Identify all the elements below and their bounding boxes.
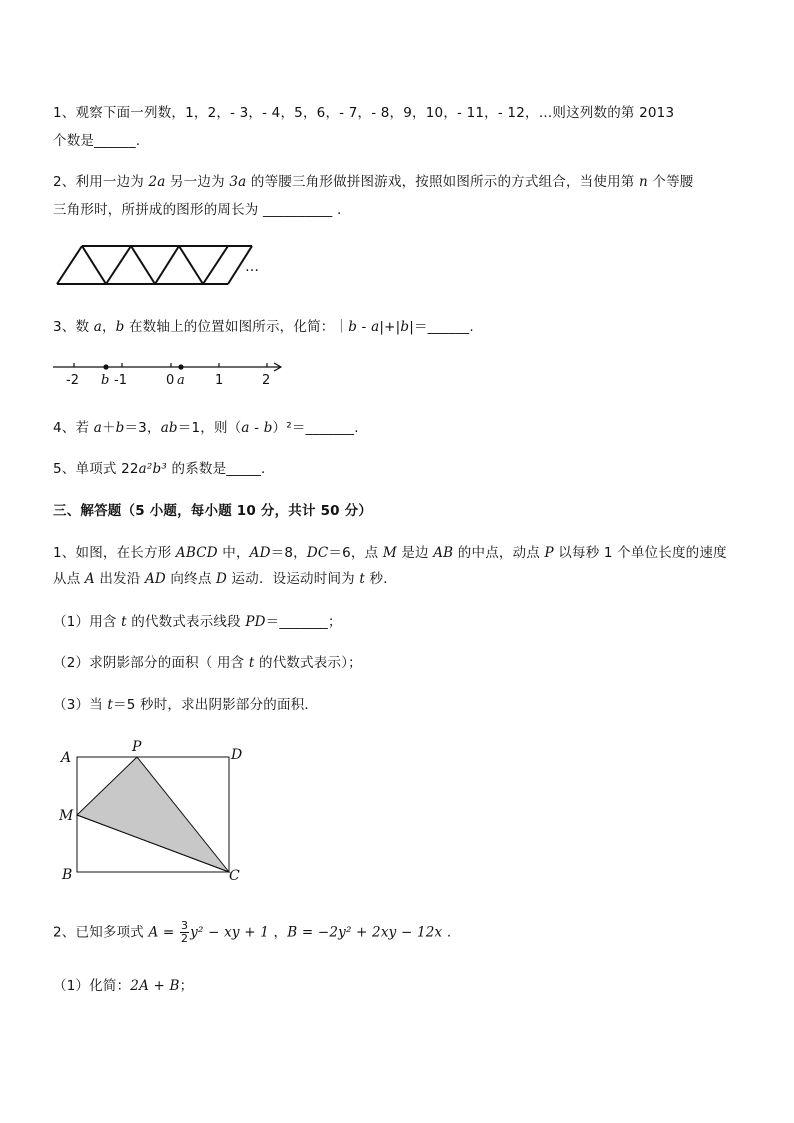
p2-mid: ，	[269, 924, 288, 941]
p1-v-p: P	[544, 545, 554, 561]
q3-var-b: b	[115, 319, 125, 335]
p1-s2-v: t	[248, 655, 255, 671]
p1-l2-v-ad: AD	[144, 571, 166, 587]
p1-line2	[53, 567, 397, 587]
q4-var-b: b	[115, 420, 125, 436]
q3-text-f: |＝______.	[409, 319, 474, 335]
p1-v-ad: AD	[249, 545, 271, 561]
p2-a-rest: y² − xy + 1	[190, 924, 269, 941]
p2-eq: =	[158, 924, 179, 941]
p2-frac-den: 2	[180, 932, 189, 945]
shaded-triangle	[77, 757, 229, 872]
axis-label-0: 0	[166, 373, 175, 388]
p1-l2-v-t: t	[359, 571, 365, 587]
triangle-strip-svg	[55, 243, 275, 289]
p2-line1	[53, 920, 451, 945]
q4-text-e: -	[249, 420, 264, 436]
q2-var-2a: 2a	[148, 174, 166, 190]
rectangle-figure	[55, 737, 255, 891]
strip-diag-4	[131, 246, 155, 284]
q3-text-a: 3、数	[53, 319, 94, 335]
q4-text-a: 4、若	[53, 420, 94, 436]
p1-v-dc: DC	[306, 545, 329, 561]
q4-text-f: ）²＝_______.	[272, 420, 359, 436]
p1-t-c: ＝8，	[270, 545, 307, 561]
q4-text-c: ＝3，	[124, 420, 161, 436]
q3-line1	[53, 315, 474, 335]
axis-label-neg1: -1	[114, 373, 127, 388]
p1-l2-e: 秒．	[365, 571, 397, 587]
strip-diag-2	[82, 246, 106, 284]
axis-label-a: a	[177, 373, 185, 388]
p2-sub1	[53, 974, 193, 994]
q3-text-d: -	[357, 319, 372, 335]
p2-s1-expr: 2A + B	[130, 978, 180, 994]
q4-var-b2: b	[263, 420, 273, 436]
strip-diag-1	[57, 246, 82, 284]
p1-s1-v: t	[121, 614, 127, 630]
p1-s1-v2: PD	[245, 614, 266, 630]
p1-s1-b: 的代数式表示线段	[126, 614, 246, 630]
q2-text-a: 2、利用一边为	[53, 174, 149, 190]
q2-var-3a: 3a	[229, 174, 247, 190]
q2-line2	[53, 198, 341, 218]
q4-text-b: ＋	[101, 420, 116, 436]
label-c: C	[229, 868, 240, 884]
q4-text-d: ＝1，则（	[177, 420, 242, 436]
p1-s3-v: t	[107, 697, 114, 713]
axis-label-1: 1	[215, 373, 224, 388]
q5-line	[53, 457, 266, 477]
p1-s3-b: ＝5 秒时，求出阴影部分的面积．	[113, 697, 319, 713]
p1-l2-b: 出发沿	[94, 571, 145, 587]
p1-l2-v-a: A	[84, 571, 95, 587]
q2-text-b: 另一边为	[165, 174, 230, 190]
p1-s1-a: （1）用含	[53, 614, 122, 630]
q3-text-b: ，	[101, 319, 116, 335]
q5-text-b: 的系数是_____.	[167, 461, 266, 477]
rectangle-svg	[55, 737, 255, 887]
p2-var-b: B	[287, 924, 298, 941]
q3-var-a2: a	[371, 319, 380, 335]
p1-l2-d: 运动．设运动时间为	[227, 571, 360, 587]
q4-var-a2: a	[241, 420, 250, 436]
triangle-strip-figure	[55, 243, 275, 293]
q4-var-ab: ab	[160, 420, 178, 436]
p1-sub2	[53, 651, 362, 671]
p2-b-rest: = −2y² + 2xy − 12x	[297, 924, 443, 941]
label-d: D	[231, 747, 243, 763]
point-a	[178, 364, 183, 369]
p1-t-a: 1、如图，在长方形	[53, 545, 176, 561]
q3-var-b2: b	[348, 319, 358, 335]
p2-s1-a: （1）化简：	[53, 978, 131, 994]
p1-t-e: 是边	[396, 545, 434, 561]
p1-l2-v-d: D	[216, 571, 228, 587]
q3-text-e: |+|	[379, 319, 401, 335]
label-p: P	[132, 739, 142, 755]
q5-var: a²b³	[138, 461, 167, 477]
q2-text-c: 的等腰三角形做拼图游戏，按照如图所示的方式组合，当使用第	[246, 174, 639, 190]
q1-text2: 个数是______.	[53, 133, 141, 149]
p2-s1-b: ；	[179, 978, 194, 994]
p1-l2-a: 从点	[53, 571, 85, 587]
q4-var-a: a	[93, 420, 102, 436]
p1-line1	[53, 541, 727, 561]
number-line-figure	[50, 354, 290, 394]
p1-v-abcd: ABCD	[175, 545, 218, 561]
p2-frac-num: 3	[180, 919, 189, 932]
strip-diag-6	[179, 246, 203, 284]
label-a: A	[61, 750, 72, 766]
q1-text1: 1、观察下面一列数，1，2，- 3，- 4，5，6，- 7，- 8，9，10，- 11，- 12，…则这列数的第 2013	[53, 105, 675, 121]
p1-s2-a: （2）求阴影部分的面积（ 用含	[53, 655, 249, 671]
p1-t-f: 的中点，动点	[453, 545, 545, 561]
section-heading	[53, 499, 372, 519]
number-line-svg	[50, 354, 290, 390]
p2-fraction	[180, 920, 189, 945]
strip-diag-5	[155, 246, 179, 284]
q3-var-b3: b	[400, 319, 410, 335]
p1-t-g: 以每秒 1 个单位长度的速度	[553, 545, 727, 561]
p1-sub1	[53, 610, 342, 630]
p1-s1-c: ＝_______；	[265, 614, 342, 630]
p1-s2-b: 的代数式表示）；	[254, 655, 362, 671]
strip-diag-3	[106, 246, 131, 284]
q3-var-a: a	[93, 319, 102, 335]
q2-text2: 三角形时，所拼成的图形的周长为 __________ .	[53, 202, 342, 218]
point-b	[103, 364, 108, 369]
p1-v-m: M	[382, 545, 397, 561]
p1-t-d: ＝6，点	[328, 545, 383, 561]
q4-line	[53, 416, 359, 436]
p1-t-b: 中，	[217, 545, 250, 561]
label-m: M	[59, 808, 74, 824]
p1-sub3	[53, 693, 318, 713]
q2-text-d: 个等腰	[647, 174, 694, 190]
p1-s3-a: （3）当	[53, 697, 108, 713]
strip-ellipsis: …	[245, 259, 259, 275]
p1-v-ab: AB	[433, 545, 454, 561]
q5-text-a: 5、单项式 22	[53, 461, 139, 477]
p2-end: .	[442, 924, 452, 941]
q2-line1	[53, 170, 693, 190]
label-b: B	[62, 867, 73, 883]
q2-var-n: n	[638, 174, 648, 190]
p2-var-a: A	[148, 924, 159, 941]
section-heading-text: 三、解答题（5 小题，每小题 10 分，共计 50 分）	[53, 503, 373, 519]
q1-line1	[53, 101, 674, 121]
axis-label-b: b	[101, 373, 110, 388]
p2-text-a: 2、已知多项式	[53, 924, 149, 941]
strip-diag-7	[203, 246, 228, 284]
q1-line2	[53, 129, 140, 149]
p1-l2-c: 向终点	[165, 571, 217, 587]
q3-text-c: 在数轴上的位置如图所示，化简：｜	[124, 319, 349, 335]
axis-label-neg2: -2	[66, 373, 79, 388]
axis-label-2: 2	[262, 373, 271, 388]
